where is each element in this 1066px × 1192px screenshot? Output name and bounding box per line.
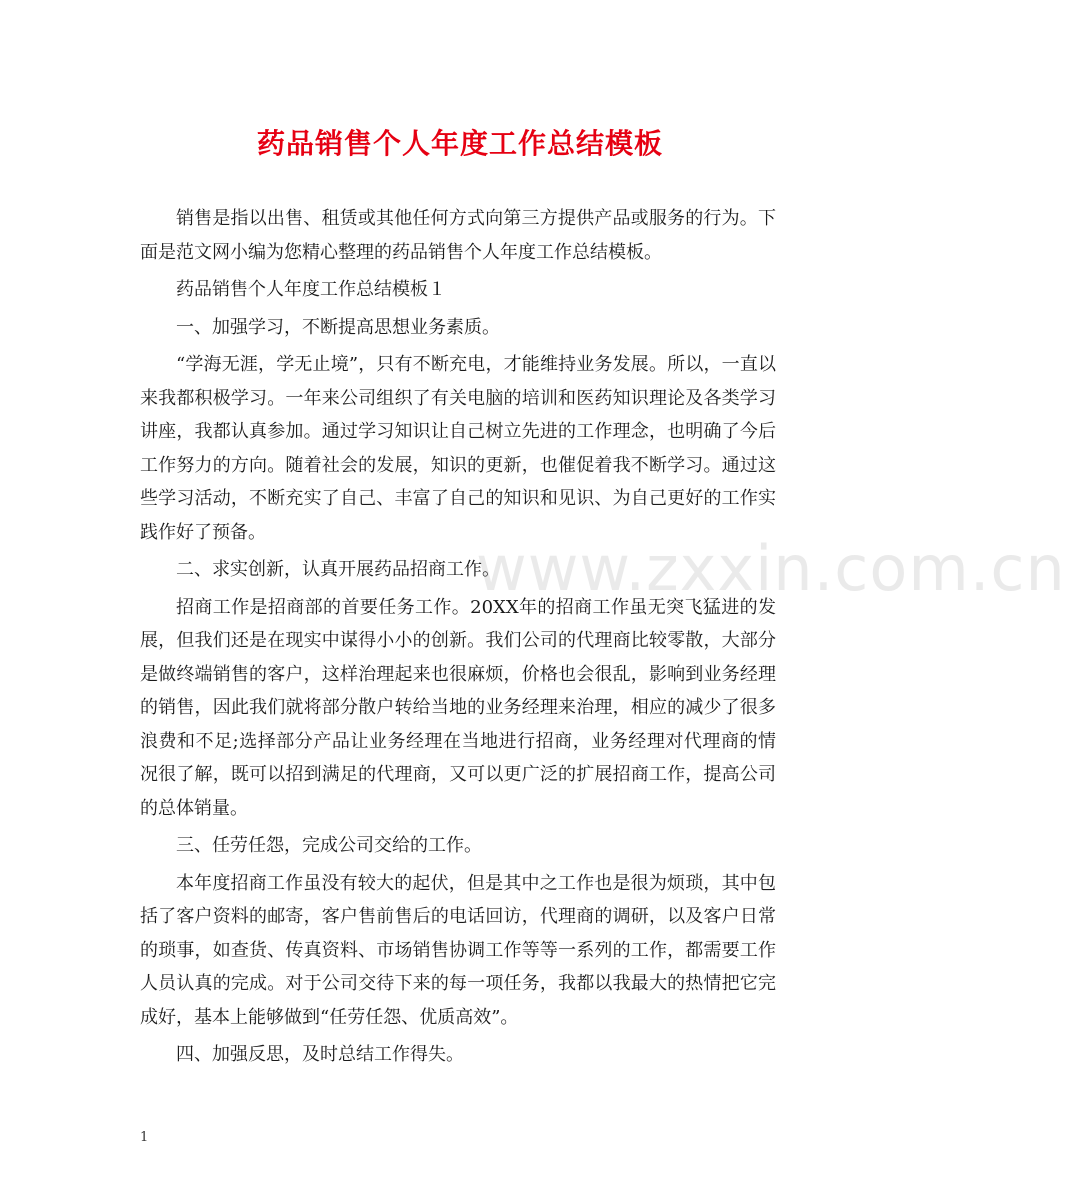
document-body [140, 202, 776, 1076]
watermark: www.zxxin.com.cn [476, 532, 1066, 605]
heading-learning: 一、加强学习，不断提高思想业务素质。 [176, 316, 500, 338]
paragraph-learning: “学海无涯，学无止境”，只有不断充电，才能维持业务发展。所以，一直以来我都积极学习。一年来公司组织了有关电脑的培训和医药知识理论及各类学习讲座，我都认真参加。通过学习知识让自己树立先进的工作理念，也明确了今后工作努力的方向。随着社会的发展，知识的更新，也催促着我不断学习。通过这些学习活动，不断充实了自己、丰富了自己的知识和见识、为自己更好的工作实践作好了预备。 [140, 354, 776, 543]
intro-paragraph: 销售是指以出售、租赁或其他任何方式向第三方提供产品或服务的行为。下面是范文网小编为您精心整理的药品销售个人年度工作总结模板。 [140, 208, 776, 263]
heading-reflection: 四、加强反思，及时总结工作得失。 [176, 1044, 464, 1065]
paragraph-hardwork: 本年度招商工作虽没有较大的起伏，但是其中之工作也是很为烦琐，其中包括了客户资料的邮寄，客户售前售后的电话回访，代理商的调研，以及客户日常的琐事，如查货、传真资料、市场销售协调工作等等一系列的工作，都需要工作人员认真的完成。对于公司交待下来的每一项任务，我都以我最大的热情把它完成好，基本上能够做到“任劳任怨、优质高效”。 [140, 872, 776, 1028]
document-title: 药品销售个人年度工作总结模板 [256, 127, 663, 160]
heading-innovation: 二、求实创新，认真开展药品招商工作。 [176, 559, 500, 580]
section-title: 药品销售个人年度工作总结模板１ [176, 279, 446, 300]
paragraph-innovation: 招商工作是招商部的首要任务工作。20XX年的招商工作虽无突飞猛进的发展，但我们还是在现实中谋得小小的创新。我们公司的代理商比较零散，大部分是做终端销售的客户，这样治理起来也很麻烦，价格也会很乱，影响到业务经理的销售，因此我们就将部分散户转给当地的业务经理来治理，相应的减少了很多浪费和不足;选择部分产品让业务经理在当地进行招商，业务经理对代理商的情况很了解，既可以招到满足的代理商，又可以更广泛的扩展招商工作，提高公司的总体销量。 [140, 596, 776, 819]
page-number: 1 [140, 1130, 149, 1145]
heading-hardwork: 三、任劳任怨，完成公司交给的工作。 [176, 835, 482, 856]
